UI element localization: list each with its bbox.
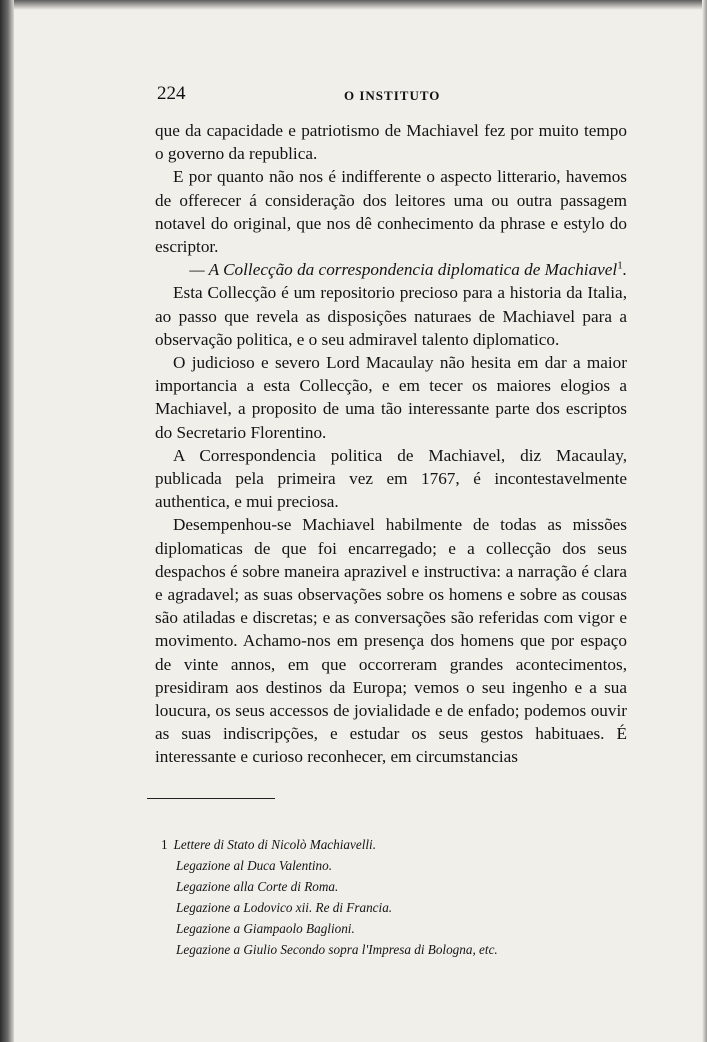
footnote-line: Legazione alla Corte di Roma. (176, 879, 339, 894)
footnote-text: Lettere di Stato di Nicolò Machiavelli. (173, 837, 377, 852)
page-number: 224 (157, 83, 186, 104)
footnote-divider (147, 798, 275, 799)
paragraph: O judicioso e severo Lord Macaulay não hesita em dar a maior importancia a esta Collecção, e em tecer os maiores elogios a Machiavel, a proposito de uma tão interessante parte dos escriptos do Secretario Florentino. (155, 353, 627, 442)
page-header (157, 83, 627, 109)
running-title: O INSTITUTO (344, 88, 441, 103)
book-spine-shadow (0, 0, 14, 1042)
paragraph: A Correspondencia politica de Machiavel, diz Macaulay, publicada pela primeira vez em 1767, é incontestavelmente authentica, e mui preciosa. (155, 445, 627, 512)
paragraph: que da capacidade e patriotismo de Machiavel fez por muito tempo o governo da republica. (155, 121, 627, 164)
section-heading-text: — A Collecção da correspondencia diplomatica de Machiavel (189, 260, 618, 280)
page-right-edge (702, 0, 707, 1042)
footnote-line: Legazione a Lodovico xii. Re di Francia. (176, 900, 393, 915)
footnote-line: Legazione a Giulio Secondo sopra l'Impresa di Bologna, etc. (176, 942, 498, 957)
footnote-line: Legazione a Giampaolo Baglioni. (176, 921, 355, 936)
paragraph: E por quanto não nos é indifferente o aspecto litterario, havemos de offerecer á consideração dos leitores uma ou outra passagem notavel do original, que nos dê conhecimento da phrase e estylo do escriptor. (155, 167, 627, 257)
section-heading: — A Collecção da correspondencia diplomatica de Machiavel$^1$. (189, 259, 627, 280)
footnote-reference[interactable]: 1 (617, 259, 623, 272)
paragraph: Esta Collecção é um repositorio precioso para a historia da Italia, ao passo que revela as disposições naturaes de Machiavel para a observação politica, e o seu admiravel talento diplomatico. (155, 283, 627, 349)
page-top-shadow (14, 0, 707, 10)
footnotes (161, 834, 621, 960)
footnote-line (161, 834, 621, 855)
body-text (155, 119, 627, 769)
paragraph: Desempenhou-se Machiavel habilmente de todas as missões diplomaticas de que foi encarregado; e a collecção dos seus despachos é sobre maneira aprazivel e instructiva: a narração é clara e agradavel; as suas observações sobre os homens e sobre as cousas são atiladas e discretas; e as conversações são referidas com vigor e movimento. Achamo-nos em presença dos homens que por espaço de vinte annos, em que occorreram grandes acontecimentos, presidiram aos destinos da Europa; vemos o seu ingenho e a sua loucura, os seus accessos de jovialidade e de enfado; podemos ouvir as suas indiscripções, e estudar os seus gestos habituaes. É interessante e curioso reconhecer, em circumstancias (155, 515, 627, 767)
footnote-marker: 1 (161, 837, 168, 852)
footnote-line: Legazione al Duca Valentino. (176, 858, 333, 873)
